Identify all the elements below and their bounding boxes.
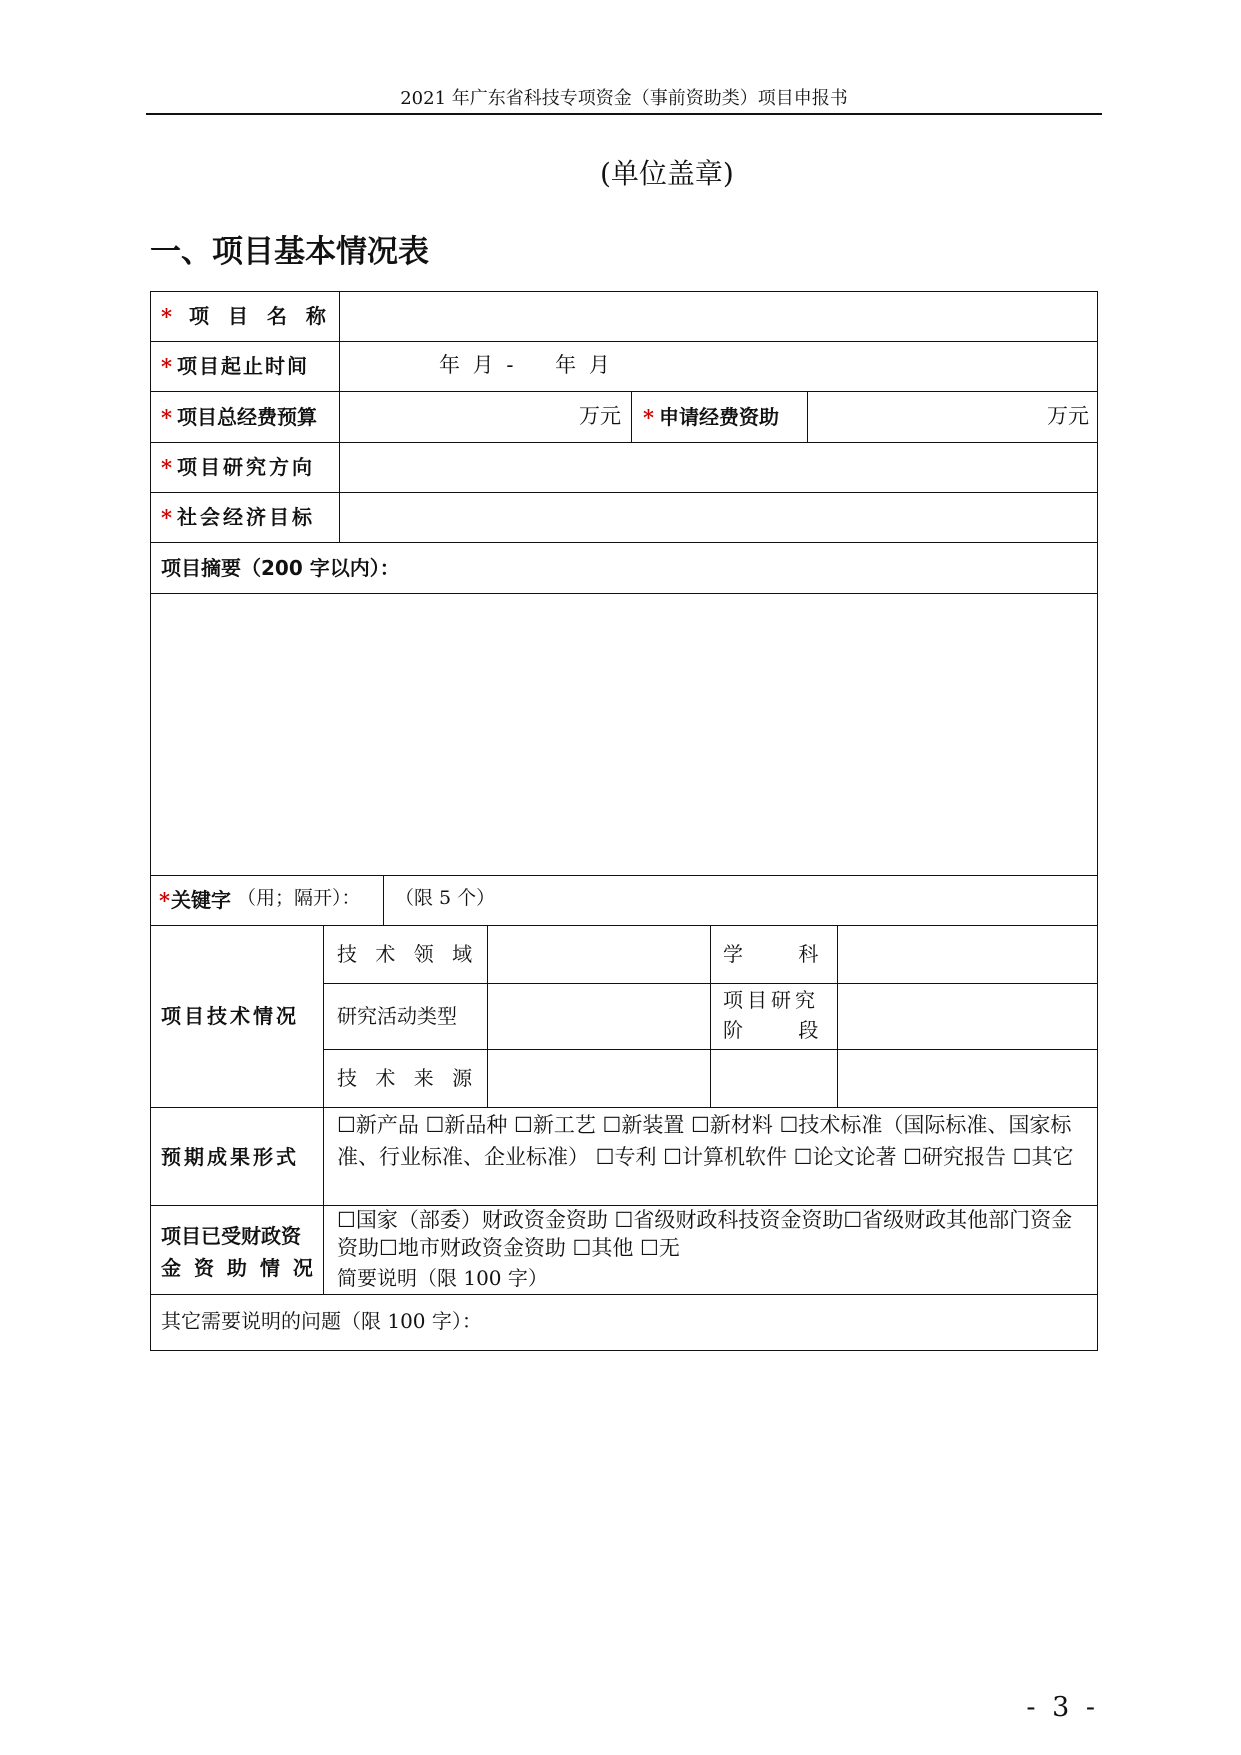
required-mark: * — [643, 405, 654, 430]
requested-funding-label: 申请经费资助 — [659, 405, 779, 429]
keywords-label: 关键字 — [171, 888, 231, 912]
project-period-value[interactable]: 年 月 - 年 月 — [439, 353, 613, 377]
project-name-label: 项 目 名 称 — [189, 304, 332, 328]
research-direction-label: 项目研究方向 — [177, 455, 315, 479]
row-divider — [151, 542, 1097, 543]
section-title: 一、项目基本情况表 — [150, 234, 429, 270]
prior-funding-note: 简要说明（限 100 字） — [337, 1266, 548, 1290]
column-divider — [837, 925, 838, 1107]
required-mark: * — [161, 455, 172, 480]
row-divider — [151, 1294, 1097, 1295]
required-mark: * — [161, 405, 172, 430]
column-divider — [631, 391, 632, 442]
tech-situation-label: 项目技术情况 — [161, 1004, 299, 1028]
row-divider — [151, 391, 1097, 392]
required-mark: * — [161, 505, 172, 530]
keywords-limit[interactable]: （限 5 个） — [395, 887, 496, 909]
abstract-textarea[interactable] — [153, 595, 1095, 873]
prior-funding-label: 项目已受财政资 — [161, 1224, 301, 1248]
row-divider — [151, 341, 1097, 342]
prior-funding-label: 金 资 助 情 况 — [161, 1256, 316, 1280]
tech-field-label: 技 术 领 域 — [337, 942, 479, 966]
row-divider — [151, 1107, 1097, 1108]
row-divider — [151, 925, 1097, 926]
page-number: - 3 - — [1026, 1692, 1099, 1723]
research-type-label: 研究活动类型 — [337, 1004, 457, 1028]
tech-field-value[interactable] — [489, 927, 708, 981]
header-rule — [146, 113, 1102, 115]
project-period-label: 项目起止时间 — [177, 354, 309, 378]
column-divider — [710, 925, 711, 1107]
expected-results-label: 预期成果形式 — [161, 1145, 299, 1169]
running-header: 2021 年广东省科技专项资金（事前资助类）项目申报书 — [400, 88, 848, 109]
expected-results-options[interactable]: ☐新产品 ☐新品种 ☐新工艺 ☐新装置 ☐新材料 ☐技术标准（国际标准、国家标准、行业标准、企业标准） ☐专利 ☐计算机软件 ☐论文论著 ☐研究报告 ☐其它 — [337, 1113, 1074, 1169]
socio-economic-goal-label: 社会经济目标 — [177, 505, 315, 529]
abstract-label: 项目摘要（200 字以内）： — [161, 556, 400, 580]
column-divider — [339, 292, 340, 542]
column-divider — [323, 925, 324, 1294]
other-issues-label: 其它需要说明的问题（限 100 字）： — [161, 1309, 482, 1333]
discipline-value[interactable] — [839, 927, 1095, 981]
research-stage-value[interactable] — [839, 985, 1095, 1047]
tech-source-label: 技 术 来 源 — [337, 1066, 479, 1090]
project-name-field[interactable] — [341, 294, 1095, 340]
socio-economic-goal-field[interactable] — [341, 494, 1095, 540]
column-divider — [383, 875, 384, 925]
requested-funding-unit: 万元 — [1047, 404, 1089, 428]
row-divider — [151, 442, 1097, 443]
row-divider — [151, 875, 1097, 876]
row-divider — [151, 492, 1097, 493]
research-stage-label: 阶 段 — [723, 1018, 825, 1042]
required-mark: * — [161, 304, 172, 329]
discipline-label: 学 科 — [723, 942, 825, 966]
tech-source-value[interactable] — [489, 1051, 708, 1105]
research-direction-field[interactable] — [341, 444, 1095, 490]
total-budget-label: 项目总经费预算 — [177, 405, 317, 429]
project-info-form — [150, 291, 1098, 1351]
prior-funding-options[interactable]: ☐国家（部委）财政资金资助 ☐省级财政科技资金资助☐省级财政其他部门资金资助☐地市财政资金资助 ☐其他 ☐无 — [337, 1208, 1073, 1260]
required-mark: * — [161, 354, 172, 379]
keywords-hint: （用；隔开）： — [237, 887, 361, 909]
research-type-value[interactable] — [489, 985, 708, 1047]
row-divider — [151, 593, 1097, 594]
total-budget-unit: 万元 — [579, 404, 621, 428]
column-divider — [807, 391, 808, 442]
research-stage-label: 项目研究 — [723, 988, 819, 1012]
seal-note: (单位盖章) — [600, 157, 734, 190]
required-mark: * — [159, 888, 170, 913]
column-divider — [487, 925, 488, 1107]
